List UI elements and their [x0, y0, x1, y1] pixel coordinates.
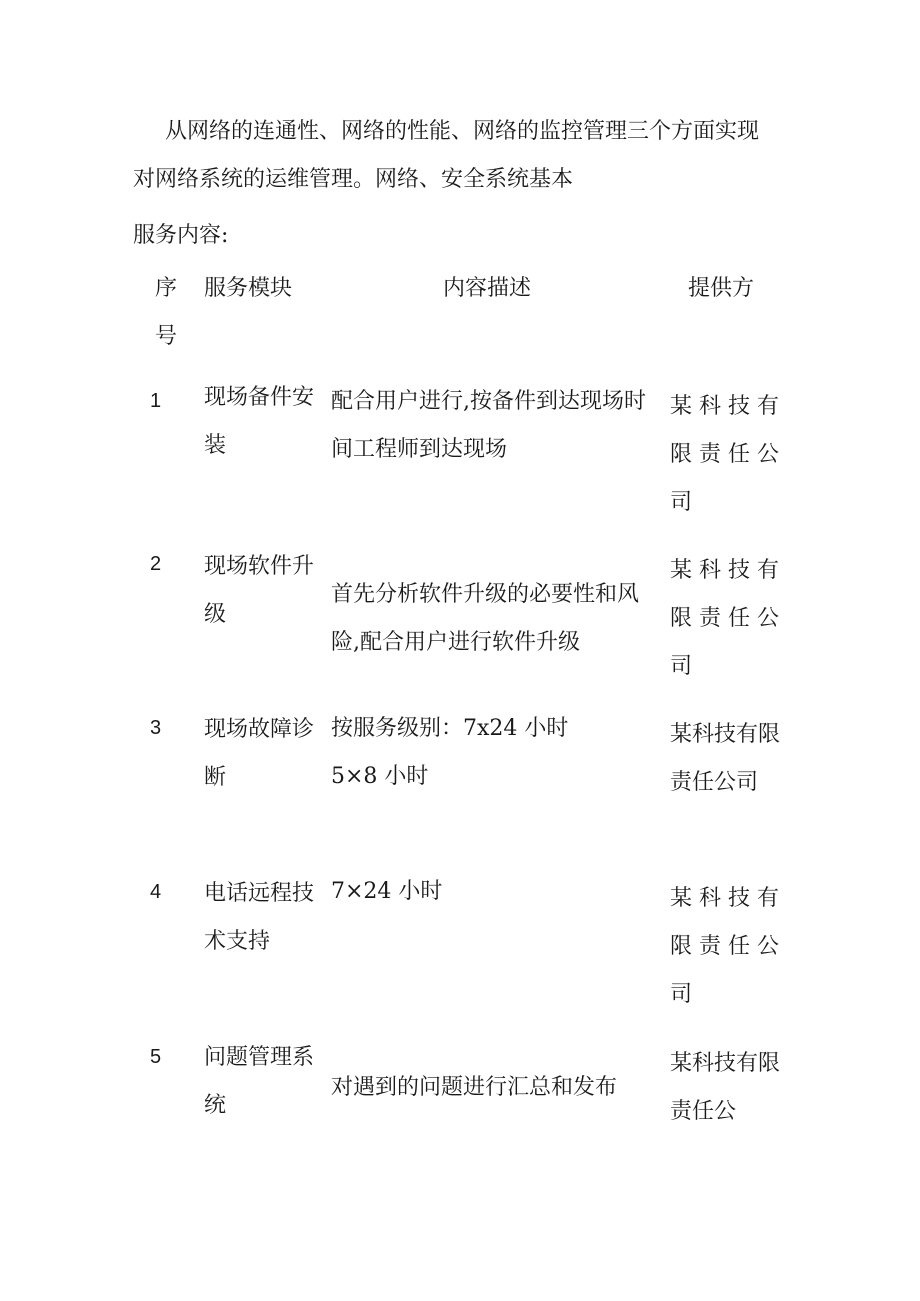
header-module: 服务模块 [204, 276, 293, 301]
row-provider: 某科技有限责任公司 [670, 394, 787, 515]
row-desc-cont: 5×8 小时 [331, 764, 429, 789]
row-number: 5 [150, 1046, 162, 1068]
row-desc: 配合用户进行,按备件到达现场时间工程师到达现场 [331, 389, 646, 462]
row-number: 1 [150, 390, 162, 412]
row-desc: 7×24 小时 [331, 879, 443, 904]
row-provider: 某科技有限责任公 [670, 1051, 781, 1124]
row-module: 现场备件安装 [204, 385, 315, 458]
row-desc: 首先分析软件升级的必要性和风险,配合用户进行软件升级 [331, 582, 640, 655]
row-number: 4 [150, 881, 162, 903]
intro-line-3: 服务内容: [133, 223, 229, 248]
row-desc: 对遇到的问题进行汇总和发布 [331, 1075, 618, 1100]
header-seq-cont: 号 [155, 324, 178, 349]
row-number: 3 [150, 717, 162, 739]
header-provider: 提供方 [688, 276, 755, 301]
header-desc: 内容描述 [443, 276, 532, 301]
row-module: 现场故障诊断 [204, 717, 315, 790]
row-provider: 某科技有限责任公司 [670, 722, 781, 795]
intro-line-2: 对网络系统的运维管理。网络、安全系统基本 [133, 167, 574, 192]
row-module: 问题管理系统 [204, 1045, 315, 1118]
row-number: 2 [150, 553, 162, 575]
row-desc: 按服务级别：7x24 小时 [331, 716, 569, 741]
row-module: 现场软件升级 [204, 554, 315, 627]
row-provider: 某科技有限责任公司 [670, 886, 787, 1007]
header-seq: 序 [155, 276, 178, 301]
row-provider: 某科技有限责任公司 [670, 558, 787, 679]
row-module: 电话远程技术支持 [204, 881, 315, 954]
intro-line-1: 从网络的连通性、网络的性能、网络的监控管理三个方面实现 [165, 119, 760, 144]
